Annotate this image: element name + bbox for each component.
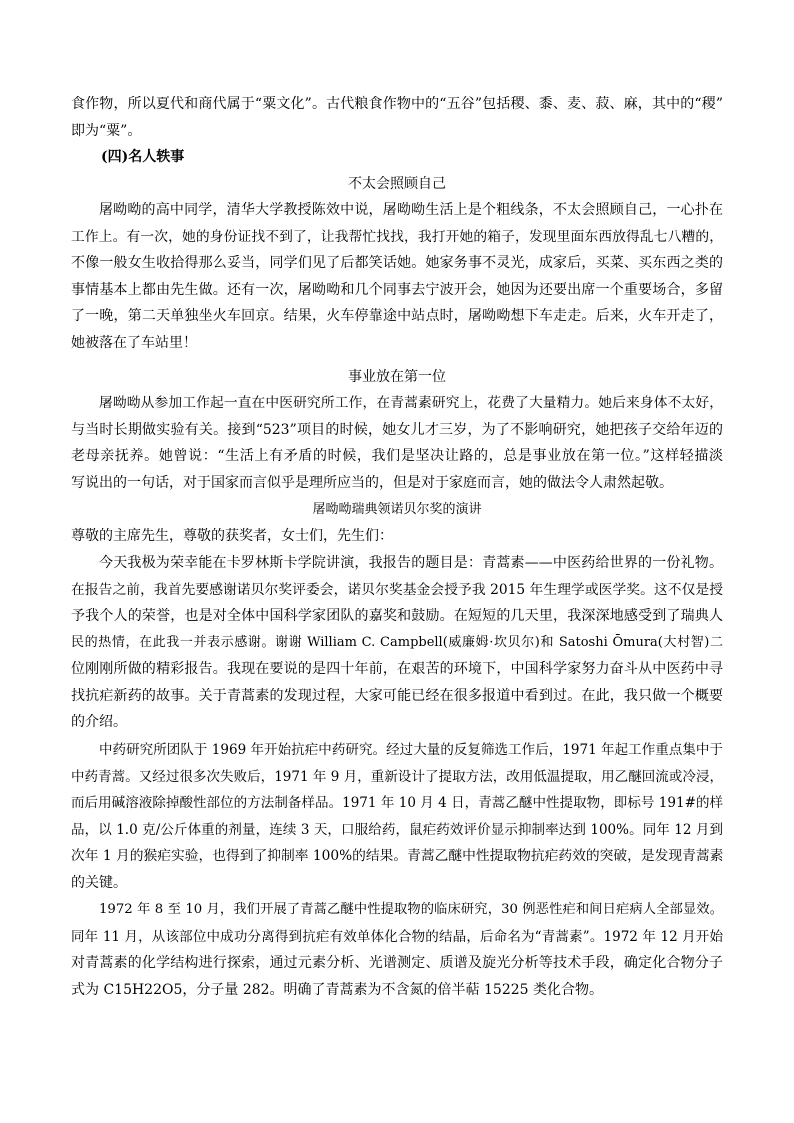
section-heading-block — [71, 144, 723, 171]
text-line: 事情基本上都由先生做。还有一次，屠呦呦和几个同事去宁波开会，她因为还要出席一个重要场合，多留 — [71, 281, 723, 298]
text-line: 写说出的一句话，对于国家而言似乎是理所应当的，但是对于家庭而言，她的做法令人肃然起敬。 — [71, 474, 673, 491]
text-line: 民的热情，在此我一并表示感谢。谢谢 William C. Campbell(威廉姆·坎贝尔)和 Satoshi Ōmura(大村智)二 — [71, 634, 723, 650]
story-title: 事业放在第一位 — [348, 369, 446, 385]
text-line: 的介绍。 — [71, 714, 127, 730]
text-line: 而后用碱溶液除掉酸性部位的方法制备样品。1971 年 10 月 4 日，青蒿乙醚中性提取物，即标号 191#的样 — [71, 795, 723, 811]
story1-title-block — [71, 171, 723, 198]
text-line: 屠呦呦从参加工作起一直在中医研究所工作，在青蒿素研究上，花费了大量精力。她后来身体不太好， — [99, 395, 723, 411]
text-line: 予我个人的荣誉，也是对全体中国科学家团队的嘉奖和鼓励。在短短的几天里，我深深地感受到了瑞典人 — [71, 608, 723, 624]
text-line: 在报告之前，我首先要感谢诺贝尔奖评委会，诺贝尔奖基金会授予我 2015 年生理学或医学奖。这不仅是授 — [71, 581, 723, 598]
text-line: 的关键。 — [71, 874, 127, 891]
text-line: 位刚刚所做的精彩报告。我现在要说的是四十年前，在艰苦的环境下，中国科学家努力奋斗从中医药中寻 — [71, 661, 723, 677]
text-line: 她被落在了车站里！ — [71, 334, 197, 351]
speech-paragraph-1 — [71, 550, 723, 736]
text-line: 1972 年 8 至 10 月，我们开展了青蒿乙醚中性提取物的临床研究，30 例恶性疟和间日疟病人全部显效。 — [99, 902, 723, 917]
text-line: 老母亲抚养。她曾说：“生活上有矛盾的时候，我们是坚决让路的，总是事业放在第一位。”这样轻描淡 — [71, 448, 723, 464]
story1-paragraph — [71, 197, 723, 356]
text-line: 对青蒿素的化学结构进行探索，通过元素分析、光谱测定、质谱及旋光分析等技术手段，确定化合物分子 — [71, 955, 723, 971]
text-line: 了一晚，第二天单独坐火车回京。结果，火车停靠途中站点时，屠呦呦想下车走走。后来，火车开走了， — [71, 308, 723, 324]
text-line: 即为“粟”。 — [71, 122, 142, 139]
speech-greeting: 尊敬的主席先生，尊敬的获奖者，女士们，先生们： — [71, 528, 393, 544]
text-line: 中药研究所团队于 1969 年开始抗疟中药研究。经过大量的反复筛选工作后，1971 年起工作重点集中于 — [99, 742, 723, 758]
text-line: 与当时长期做实验有关。接到“523”项目的时候，她女儿才三岁，为了不影响研究，她把孩子交给年迈的 — [71, 421, 723, 438]
text-line: 中药青蒿。又经过很多次失败后，1971 年 9 月，重新设计了提取方法，改用低温提取，用乙醚回流或冷浸， — [71, 768, 723, 785]
speech-paragraph-3 — [71, 897, 723, 1003]
speech-paragraph-2 — [71, 737, 723, 896]
text-line: 同年 11 月，从该部位中成功分离得到抗疟有效单体化合物的结晶，后命名为“青蒿素”。1972 年 12 月开始 — [71, 928, 723, 945]
text-line: 次年 1 月的猴疟实验，也得到了抑制率 100%的结果。青蒿乙醚中性提取物抗疟药效的突破，是发现青蒿素 — [71, 848, 724, 864]
story2-title-block — [71, 364, 723, 391]
text-line: 找抗疟新药的故事。关于青蒿素的发现过程，大家可能已经在很多报道中看到过。在此，我只做一个概要 — [71, 687, 723, 704]
text-line: 式为 C15H22O5，分子量 282。明确了青蒿素为不含氮的倍半萜 15225 类化合物。 — [71, 981, 603, 998]
text-line: 食作物，所以夏代和商代属于“粟文化”。古代粮食作物中的“五谷”包括稷、黍、麦、菽、麻，其中的“稷” — [71, 96, 723, 112]
story2-paragraph — [71, 390, 723, 496]
text-line: 品，以 1.0 克/公斤体重的剂量，连续 3 天，口服给药，鼠疟药效评价显示抑制率达到 100%。同年 12 月到 — [71, 821, 723, 838]
text-line: 屠呦呦的高中同学，清华大学教授陈效中说，屠呦呦生活上是个粗线条，不太会照顾自己，一心扑在 — [99, 202, 723, 218]
text-line: 工作上。有一次，她的身份证找不到了，让我帮忙找找，我打开她的箱子，发现里面东西放得乱七八糟的， — [71, 228, 723, 245]
story-title: 不太会照顾自己 — [348, 176, 446, 192]
speech-title-block — [71, 497, 723, 524]
text-line: 今天我极为荣幸能在卡罗林斯卡学院讲演，我报告的题目是：青蒿素——中医药给世界的一份礼物。 — [99, 555, 723, 571]
text-line: 不像一般女生收拾得那么妥当，同学们见了后都笑话她。她家务事不灵光，成家后，买菜、买东西之类的 — [71, 255, 723, 271]
section-heading: (四)名人轶事 — [101, 149, 185, 165]
intro-paragraph — [71, 91, 723, 144]
speech-title: 屠呦呦瑞典领诺贝尔奖的演讲 — [312, 502, 482, 517]
speech-greeting-block — [71, 523, 723, 550]
